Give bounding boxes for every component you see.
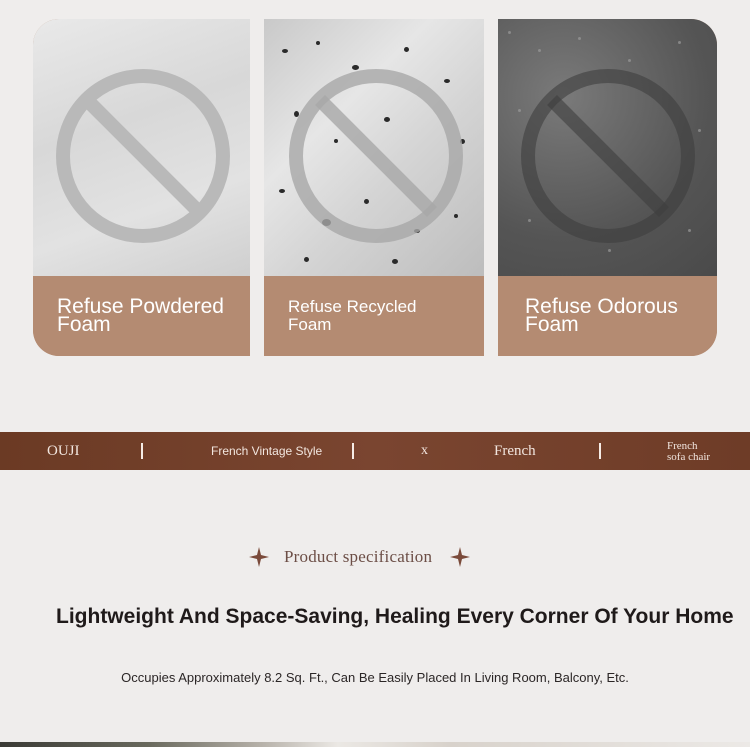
recycled-foam-photo <box>264 19 484 276</box>
powdered-foam-photo <box>33 19 250 276</box>
next-section-edge <box>0 742 750 747</box>
spec-title: Product specification <box>284 547 433 566</box>
brand-name: OUJI <box>47 443 80 459</box>
spec-description: Occupies Approximately 8.2 Sq. Ft., Can Be Easily Placed In Living Room, Balcony, Etc. <box>121 670 629 685</box>
divider <box>352 443 354 459</box>
product-type-label <box>667 441 710 479</box>
card-recycled-foam <box>264 19 484 356</box>
card-caption <box>498 276 717 356</box>
sparkle-icon <box>249 547 269 567</box>
foam-feature-cards <box>33 19 717 356</box>
card-caption <box>264 276 484 356</box>
card-label: Refuse Powdered Foam <box>57 295 224 336</box>
card-label: Refuse Recycled Foam <box>288 297 417 334</box>
product-type-line2: sofa chair <box>667 451 711 463</box>
divider <box>599 443 601 459</box>
card-label: Refuse Odorous Foam <box>525 295 678 336</box>
card-caption <box>33 276 250 356</box>
divider <box>141 443 143 459</box>
spec-heading-row <box>0 544 750 572</box>
collab-x: x <box>421 443 428 458</box>
prohibited-icon <box>288 68 464 244</box>
style-label: French Vintage Style <box>211 444 323 458</box>
card-odorous-foam <box>498 19 717 356</box>
product-type-line1: French <box>667 440 698 452</box>
card-powdered-foam <box>33 19 250 356</box>
prohibited-icon <box>520 68 696 244</box>
odorous-foam-photo <box>498 19 717 276</box>
sparkle-icon <box>450 547 470 567</box>
brand-banner <box>0 432 750 470</box>
french-label: French <box>494 443 536 459</box>
prohibited-icon <box>55 68 231 244</box>
headline: Lightweight And Space-Saving, Healing Every Corner Of Your Home <box>56 605 734 628</box>
